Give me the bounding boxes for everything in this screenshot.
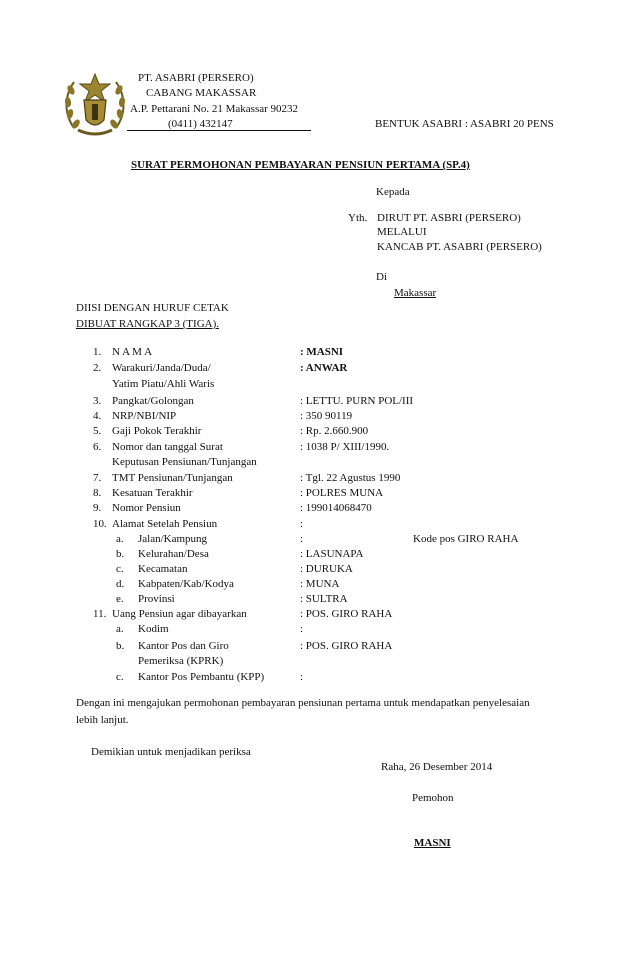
recipient-line2: MELALUI	[377, 226, 427, 238]
field-value: : 350 90119	[300, 410, 353, 422]
closing-remark: Demikian untuk menjadikan periksa	[91, 746, 251, 758]
subfield-value: :	[300, 623, 304, 635]
recipient-kepada: Kepada	[376, 186, 410, 198]
field-value: : LETTU. PURN POL/III	[300, 395, 414, 407]
subfield-value: : LASUNAPA	[300, 548, 364, 560]
signer-name: MASNI	[414, 837, 451, 849]
subfield-letter: c.	[116, 671, 124, 683]
field-label-cont: Yatim Piatu/Ahli Waris	[112, 378, 215, 390]
request-paragraph: Dengan ini mengajukan permohonan pembayaran pensiunan pertama untuk mendapatkan penyelesaian	[76, 697, 530, 709]
instruction-line1: DIISI DENGAN HURUF CETAK	[76, 302, 229, 314]
org-branch: CABANG MAKASSAR	[146, 87, 257, 99]
recipient-line3: KANCAB PT. ASABRI (PERSERO)	[377, 241, 542, 253]
subfield-letter: e.	[116, 593, 124, 605]
subfield-label-cont: Pemeriksa (KPRK)	[138, 655, 224, 667]
subfield-label: Provinsi	[138, 593, 175, 605]
field-label: TMT Pensiunan/Tunjangan	[112, 472, 233, 484]
recipient-line1: DIRUT PT. ASBRI (PERSERO)	[377, 212, 521, 224]
field-num: 8.	[93, 487, 102, 499]
recipient-di: Di	[376, 271, 387, 283]
field-num: 11.	[93, 608, 107, 620]
field-value: : 199014068470	[300, 502, 372, 514]
field-label: Alamat Setelah Pensiun	[112, 518, 218, 530]
postal-code-note: Kode pos GIRO RAHA	[413, 533, 519, 545]
field-value: :	[300, 518, 304, 530]
field-label: Nomor Pensiun	[112, 502, 181, 514]
signer-role: Pemohon	[412, 792, 454, 804]
subfield-label: Kelurahan/Desa	[138, 548, 209, 560]
field-label: NRP/NBI/NIP	[112, 410, 177, 422]
asabri-emblem-logo	[62, 70, 128, 140]
subfield-label: Kantor Pos Pembantu (KPP)	[138, 671, 265, 683]
subfield-letter: b.	[116, 548, 125, 560]
field-num: 7.	[93, 472, 102, 484]
subfield-value: :	[300, 671, 304, 683]
field-num: 6.	[93, 441, 102, 453]
place-date: Raha, 26 Desember 2014	[381, 761, 493, 773]
field-label-cont: Keputusan Pensiunan/Tunjangan	[112, 456, 257, 468]
field-value: : Tgl. 22 Agustus 1990	[300, 472, 401, 484]
subfield-label: Kodim	[138, 623, 169, 635]
field-label: Warakuri/Janda/Duda/	[112, 362, 211, 374]
subfield-label: Jalan/Kampung	[138, 533, 208, 545]
header-divider	[127, 130, 311, 131]
field-num: 4.	[93, 410, 102, 422]
instruction-line2: DIBUAT RANGKAP 3 (TIGA).	[76, 318, 219, 330]
org-address: A.P. Pettarani No. 21 Makassar 90232	[130, 103, 299, 115]
recipient-city: Makassar	[394, 287, 437, 299]
field-label: Nomor dan tanggal Surat	[112, 441, 223, 453]
field-value: : 1038 P/ XIII/1990.	[300, 441, 390, 453]
document-title: SURAT PERMOHONAN PEMBAYARAN PENSIUN PERTAMA (SP.4)	[131, 159, 470, 171]
subfield-letter: d.	[116, 578, 125, 590]
subfield-value: : POS. GIRO RAHA	[300, 640, 393, 652]
field-label: Uang Pensiun agar dibayarkan	[112, 608, 247, 620]
subfield-label: Kabpaten/Kab/Kodya	[138, 578, 234, 590]
form-code: BENTUK ASABRI : ASABRI 20 PENS	[375, 118, 554, 130]
subfield-letter: a.	[116, 533, 124, 545]
field-value: : Rp. 2.660.900	[300, 425, 369, 437]
field-value: : POLRES MUNA	[300, 487, 384, 499]
org-phone: (0411) 432147	[168, 118, 233, 130]
subfield-letter: c.	[116, 563, 124, 575]
field-value: : MASNI	[300, 346, 344, 358]
subfield-value: : SULTRA	[300, 593, 348, 605]
subfield-value: : DURUKA	[300, 563, 353, 575]
org-name: PT. ASABRI (PERSERO)	[138, 72, 254, 84]
subfield-label: Kecamatan	[138, 563, 188, 575]
request-paragraph-cont: lebih lanjut.	[76, 714, 129, 726]
field-num: 1.	[93, 346, 102, 358]
field-label: Kesatuan Terakhir	[112, 487, 193, 499]
field-num: 3.	[93, 395, 102, 407]
subfield-value: :	[300, 533, 304, 545]
subfield-label: Kantor Pos dan Giro	[138, 640, 229, 652]
field-value: : POS. GIRO RAHA	[300, 608, 393, 620]
field-num: 2.	[93, 362, 102, 374]
field-value: : ANWAR	[300, 362, 348, 374]
field-num: 10.	[93, 518, 107, 530]
subfield-letter: b.	[116, 640, 125, 652]
recipient-yth: Yth.	[348, 212, 368, 224]
subfield-letter: a.	[116, 623, 124, 635]
field-label: N A M A	[112, 346, 153, 358]
field-label: Gaji Pokok Terakhir	[112, 425, 202, 437]
subfield-value: : MUNA	[300, 578, 340, 590]
field-num: 9.	[93, 502, 102, 514]
field-label: Pangkat/Golongan	[112, 395, 194, 407]
field-num: 5.	[93, 425, 102, 437]
